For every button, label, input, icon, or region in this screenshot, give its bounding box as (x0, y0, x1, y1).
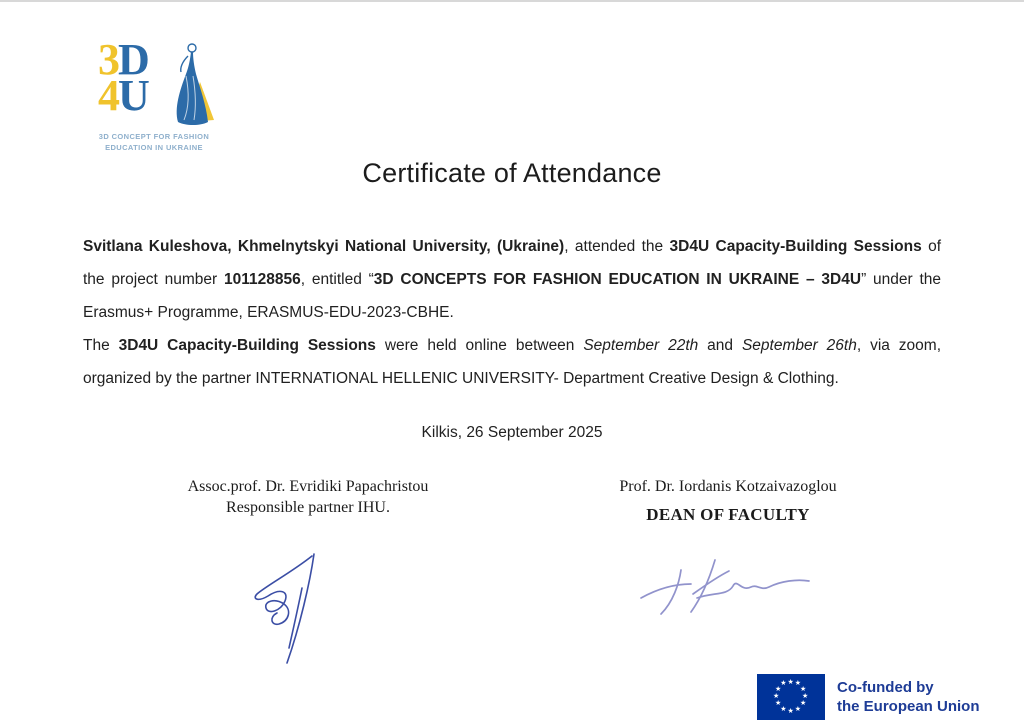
eu-funding-block (757, 674, 980, 720)
start-date: September 22th (583, 337, 699, 354)
signatory-left-role: Responsible partner IHU. (226, 499, 390, 516)
signature-right (635, 550, 820, 618)
logo-mark (88, 35, 220, 126)
eu-funding-line1: Co-funded by (837, 679, 934, 696)
body-paragraph-2: The 3D4U Capacity-Building Sessions were held online between September 22th and September 26th, via zoom, organized by the partner INTERNATIONAL HELLENIC UNIVERSITY- Department Creative Design & Clothing. (83, 337, 941, 387)
signatory-right-role: DEAN OF FACULTY (646, 505, 810, 524)
logo-letter-d: D (118, 35, 148, 84)
eu-funding-line2: the European Union (837, 698, 980, 715)
body-paragraph-1: Svitlana Kuleshova, Khmelnytskyi National University, (Ukraine), attended the 3D4U Capacity-Building Sessions of the project number 101128856, entitled “3D CONCEPTS FOR FASHION EDUCATION IN UKRAINE – 3D4U” under the Erasmus+ Programme, ERASMUS-EDU-2023-CBHE. (83, 238, 942, 321)
project-number: 101128856 (224, 271, 301, 288)
logo-letter-u: U (118, 71, 148, 121)
project-logo (88, 35, 220, 154)
recipient-name: Svitlana Kuleshova, Khmelnytskyi National University, (Ukraine) (83, 238, 565, 255)
logo-tagline-line2: EDUCATION IN UKRAINE (105, 142, 203, 152)
certificate-body (83, 230, 941, 395)
place-and-date: Kilkis, 26 September 2025 (421, 424, 603, 441)
signatory-left-name: Assoc.prof. Dr. Evridiki Papachristou (187, 478, 429, 495)
signatory-right-name: Prof. Dr. Iordanis Kotzaivazoglou (619, 478, 837, 495)
eu-flag-icon: ★ ★ ★ ★ ★ ★ ★ ★ ★ ★ ★ ★ (757, 674, 825, 720)
logo-letter-3: 3 (98, 35, 118, 84)
sessions-name: 3D4U Capacity-Building Sessions (669, 238, 922, 255)
end-date: September 26th (741, 337, 857, 354)
logo-letter-4: 4 (98, 71, 118, 121)
signatory-right (578, 476, 878, 525)
logo-tagline (88, 132, 220, 154)
project-title: 3D CONCEPTS FOR FASHION EDUCATION IN UKRAINE – 3D4U (373, 271, 862, 288)
signatory-left (158, 476, 458, 518)
signature-left (240, 550, 330, 668)
sessions-name-2: 3D4U Capacity-Building Sessions (118, 337, 376, 354)
logo-letters (98, 35, 148, 121)
certificate-title: Certificate of Attendance (362, 158, 662, 188)
fashion-figure-illustration (166, 42, 218, 126)
eu-funding-text (837, 678, 980, 716)
logo-tagline-line1: 3D CONCEPT FOR FASHION (98, 132, 210, 141)
